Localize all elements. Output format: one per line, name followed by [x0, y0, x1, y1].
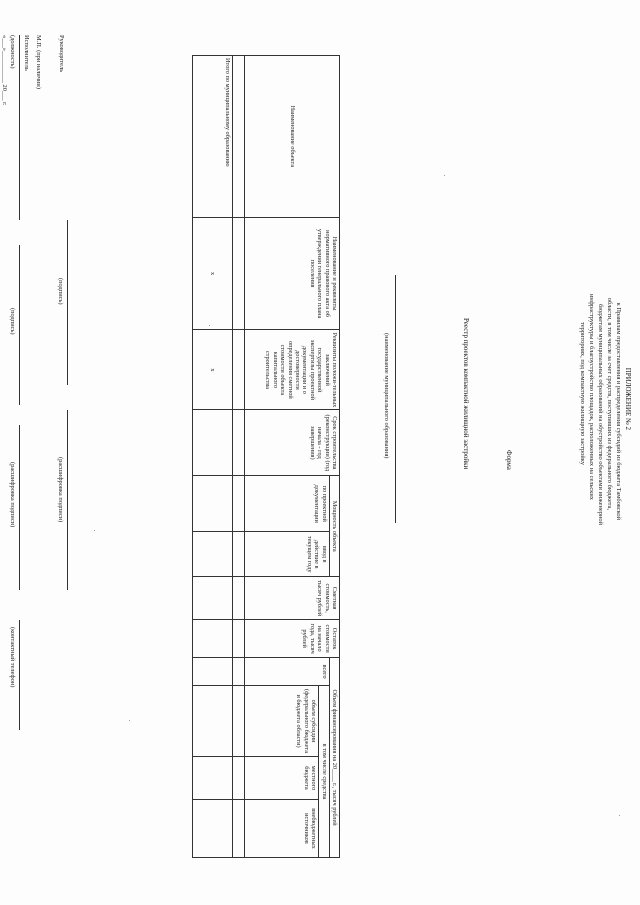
scan-speck	[209, 325, 210, 326]
hdr-remaining-cost: Остаток стоимости на начало года, тысяч рублей	[245, 620, 340, 658]
head-label: Руководитель	[58, 35, 65, 73]
appendix-line-1: к Правилам предоставления и распределения субсидий из бюджета Тамбовской	[615, 302, 622, 520]
executor-position-line	[19, 35, 20, 220]
table-cell	[193, 476, 233, 532]
register-title: Реестр проектов компактной жилищной застройки	[462, 318, 470, 470]
table-cell	[233, 56, 245, 218]
municipality-caption: (наименование муниципального образования)	[383, 333, 390, 459]
appendix-line-3: бюджетам муниципальных образований на обустройство объектами инженерной	[597, 304, 604, 525]
table-cell	[233, 577, 245, 620]
total-x-normative: х	[193, 217, 233, 330]
hdr-capacity: Мощность объекта	[329, 476, 339, 577]
hdr-normative-act: Наименование и реквизиты нормативного правового акта об утверждении генерального плана поселения	[245, 217, 340, 330]
head-signature-line	[67, 220, 68, 385]
appendix-number: ПРИЛОЖЕНИЕ № 2	[624, 367, 632, 430]
scan-speck	[129, 720, 130, 721]
hdr-subsidy: объем субсидии (федерального бюджета и бюджета области)	[245, 686, 319, 757]
head-decoding-caption: (расшифровка подписи)	[57, 457, 64, 523]
table-cell	[233, 217, 245, 330]
table-cell	[193, 577, 233, 620]
position-caption: (должность)	[9, 35, 16, 69]
total-row	[193, 56, 233, 858]
executor-decoding-caption: (расшифровка подписи)	[9, 462, 16, 528]
hdr-local-budget: местного бюджета	[245, 757, 319, 800]
table-cell	[193, 410, 233, 476]
executor-signature-line	[19, 245, 20, 405]
table-cell	[233, 658, 245, 686]
table-cell	[233, 476, 245, 532]
hdr-including: в том числе средства	[319, 686, 329, 858]
table-cell	[233, 757, 245, 800]
header-row-1	[329, 56, 339, 858]
total-x-expertise: х	[193, 330, 233, 410]
scan-speck	[94, 530, 95, 531]
executor-decoding-line	[19, 425, 20, 590]
table-cell	[233, 686, 245, 757]
table-row	[233, 56, 245, 858]
seal-label: М.П. (при наличии)	[35, 35, 42, 89]
date-line: «___»__________ 20___ г.	[1, 35, 8, 106]
hdr-capacity-current-year: ввод в действие в текущем году	[245, 532, 329, 577]
hdr-extrabudgetary: внебюджетных источников	[245, 799, 319, 857]
phone-caption: (контактный телефон)	[9, 627, 16, 688]
head-decoding-line	[67, 410, 68, 590]
table-cell	[233, 620, 245, 658]
hdr-financing: Объем финансирования на 20____ г., тысяч рублей	[329, 658, 339, 858]
appendix-line-2: области, в том числе за счет средств, поступивших из федерального бюджета,	[606, 297, 613, 510]
table-cell	[193, 620, 233, 658]
hdr-expertise: Реквизиты положи-тельных заключений государственной экспертизы проектной документации и о достоверности определения сметной стоимости объекта капитального строительства	[245, 330, 340, 410]
hdr-estimated-cost: Сметная стоимость, тысяч рублей	[245, 577, 340, 620]
form-label: Форма	[505, 450, 513, 470]
hdr-object-name: Наименование объекта	[245, 56, 340, 218]
table-cell	[193, 532, 233, 577]
scan-speck	[444, 175, 445, 176]
municipality-name-line	[395, 275, 396, 523]
table-cell	[233, 799, 245, 857]
executor-phone-line	[19, 620, 20, 730]
hdr-construction-period: Срок строительства (реконструкции) (год начала - год завершения)	[245, 410, 340, 476]
table-cell	[233, 410, 245, 476]
table-cell	[233, 532, 245, 577]
table-cell	[233, 330, 245, 410]
scan-speck	[619, 815, 620, 816]
table-cell	[193, 686, 233, 757]
hdr-total: всего	[245, 658, 329, 686]
total-row-label: Итого по муниципальному образованию	[193, 56, 233, 218]
head-signature-caption: (подпись)	[57, 278, 64, 305]
table-cell	[193, 757, 233, 800]
table-cell	[193, 799, 233, 857]
executor-label: Исполнитель	[23, 35, 30, 71]
appendix-line-4: инфраструктуры и благоустройство площадок, расположенных на сельских	[588, 294, 595, 500]
register-table	[192, 55, 340, 858]
executor-signature-caption: (подпись)	[9, 308, 16, 335]
appendix-line-5: территориях, под компактную жилищную застройку	[579, 322, 586, 465]
table-cell	[193, 658, 233, 686]
hdr-capacity-project: по проектной документации	[245, 476, 329, 532]
